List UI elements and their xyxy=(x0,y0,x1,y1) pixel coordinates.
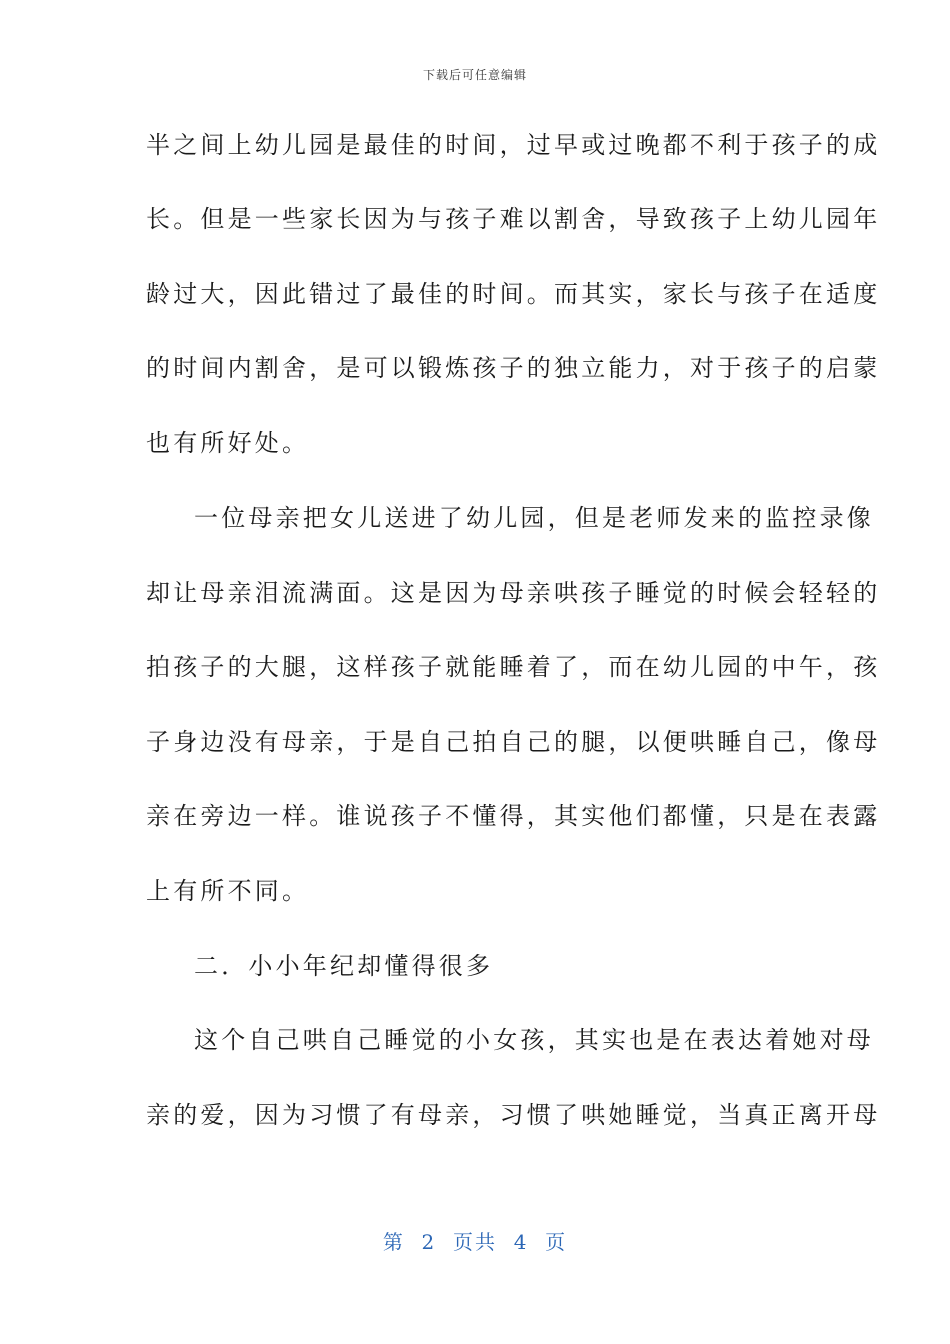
paragraph-line: 也有所好处。 xyxy=(146,429,310,457)
paragraph-line: 亲的爱，因为习惯了有母亲，习惯了哄她睡觉，当真正离开母 xyxy=(146,1101,881,1129)
paragraph-line: 却让母亲泪流满面。这是因为母亲哄孩子睡觉的时候会轻轻的 xyxy=(146,579,881,607)
page-number-footer: 第 2 页共 4 页 xyxy=(382,1230,568,1254)
paragraph-line: 这个自己哄自己睡觉的小女孩，其实也是在表达着她对母 xyxy=(194,1026,874,1054)
paragraph-line: 的时间内割舍，是可以锻炼孩子的独立能力，对于孩子的启蒙 xyxy=(146,354,881,382)
page-header-note: 下载后可任意编辑 xyxy=(422,68,527,82)
paragraph-line: 拍孩子的大腿，这样孩子就能睡着了，而在幼儿园的中午，孩 xyxy=(146,653,881,681)
paragraph-line: 一位母亲把女儿送进了幼儿园，但是老师发来的监控录像 xyxy=(194,504,874,532)
paragraph-line: 龄过大，因此错过了最佳的时间。而其实，家长与孩子在适度 xyxy=(146,280,881,308)
section-heading: 二．小小年纪却懂得很多 xyxy=(194,952,494,980)
paragraph-line: 长。但是一些家长因为与孩子难以割舍，导致孩子上幼儿园年 xyxy=(146,205,881,233)
paragraph-line: 亲在旁边一样。谁说孩子不懂得，其实他们都懂，只是在表露 xyxy=(146,802,881,830)
paragraph-line: 子身边没有母亲，于是自己拍自己的腿，以便哄睡自己，像母 xyxy=(146,728,881,756)
paragraph-line: 上有所不同。 xyxy=(146,877,310,905)
paragraph-line: 半之间上幼儿园是最佳的时间，过早或过晚都不利于孩子的成 xyxy=(146,131,881,159)
